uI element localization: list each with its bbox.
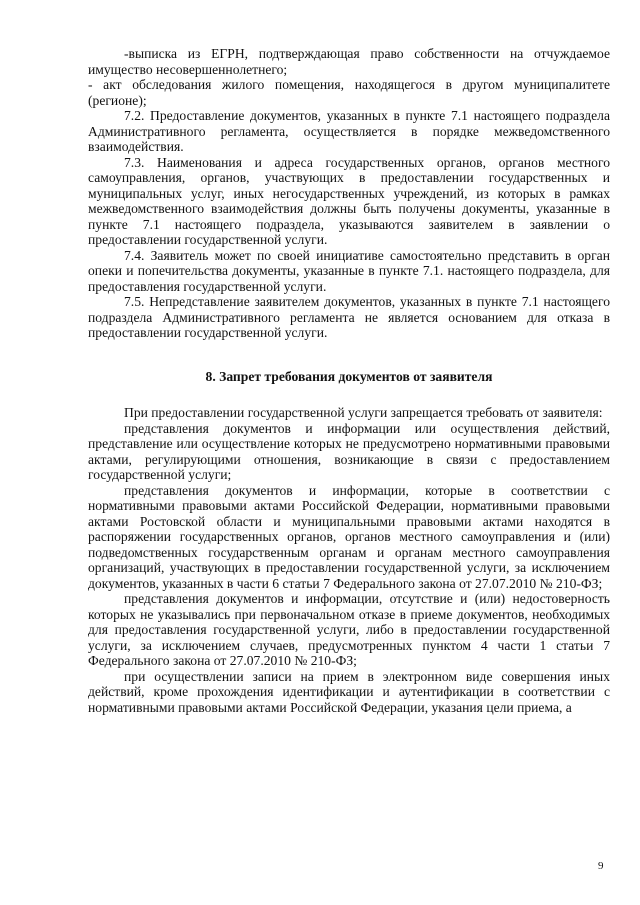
paragraph-7-2: 7.2. Предоставление документов, указанных в пункте 7.1 настоящего подраздела Административного регламента, осуществляется в порядке межведомственного взаимодействия. (88, 108, 610, 154)
paragraph-egrn-extract: -выписка из ЕГРН, подтверждающая право собственности на отчуждаемое имущество несовершеннолетнего; (88, 46, 610, 77)
document-body (88, 46, 610, 715)
paragraph-prohibition-2: представления документов и информации, которые в соответствии с нормативными правовыми актами Российской Федерации, нормативными правовыми актами Ростовской области и муниципальными правовыми актами находятся в распоряжении государственных органов, органов местного самоуправления и (или) подведомственных государственным органам и органам местного самоуправления организаций, участвующих в предоставлении государственной услуги, за исключением документов, указанных в части 6 статьи 7 Федерального закона от 27.07.2010 № 210-ФЗ; (88, 482, 610, 591)
paragraph-7-5: 7.5. Непредставление заявителем документов, указанных в пункте 7.1 настоящего подраздела Административного регламента не является основанием для отказа в предоставлении государственной услуги. (88, 294, 610, 340)
paragraph-7-3: 7.3. Наименования и адреса государственных органов, органов местного самоуправления, органов, участвующих в предоставлении государственных и муниципальных услуг, иных негосударственных учреждений, из которых в рамках межведомственного взаимодействия должны быть получены документы, указанные в пункте 7.1 настоящего подраздела, указываются заявителем в заявлении о предоставлении государственной услуги. (88, 154, 610, 247)
paragraph-inspection-act: - акт обследования жилого помещения, находящегося в другом муниципалитете (регионе); (88, 77, 610, 108)
section-heading: 8. Запрет требования документов от заявителя (205, 368, 493, 384)
paragraph-prohibition-1: представления документов и информации или осуществления действий, представление или осуществление которых не предусмотрено нормативными правовыми актами, регулирующими отношения, возникающие в связи с предоставлением государственной услуги; (88, 420, 610, 482)
paragraph-prohibition-4: при осуществлении записи на прием в электронном виде совершения иных действий, кроме прохождения идентификации и аутентификации в соответствии с нормативными правовыми актами Российской Федерации, указания цели приема, а (88, 668, 610, 715)
paragraph-7-4: 7.4. Заявитель может по своей инициативе самостоятельно представить в орган опеки и попечительства документы, указанные в пункте 7.1. настоящего подраздела, для предоставления государственной услуги. (88, 247, 610, 294)
paragraph-prohibition-intro: При предоставлении государственной услуги запрещается требовать от заявителя: (124, 405, 603, 420)
paragraph-prohibition-3: представления документов и информации, отсутствие и (или) недостоверность которых не указывались при первоначальном отказе в приеме документов, необходимых для предоставления государственной услуги, либо в предоставлении государственной услуги, за исключением случаев, предусмотренных пунктом 4 части 1 статьи 7 Федерального закона от 27.07.2010 № 210-ФЗ; (88, 591, 610, 668)
page-number: 9 (598, 860, 604, 872)
